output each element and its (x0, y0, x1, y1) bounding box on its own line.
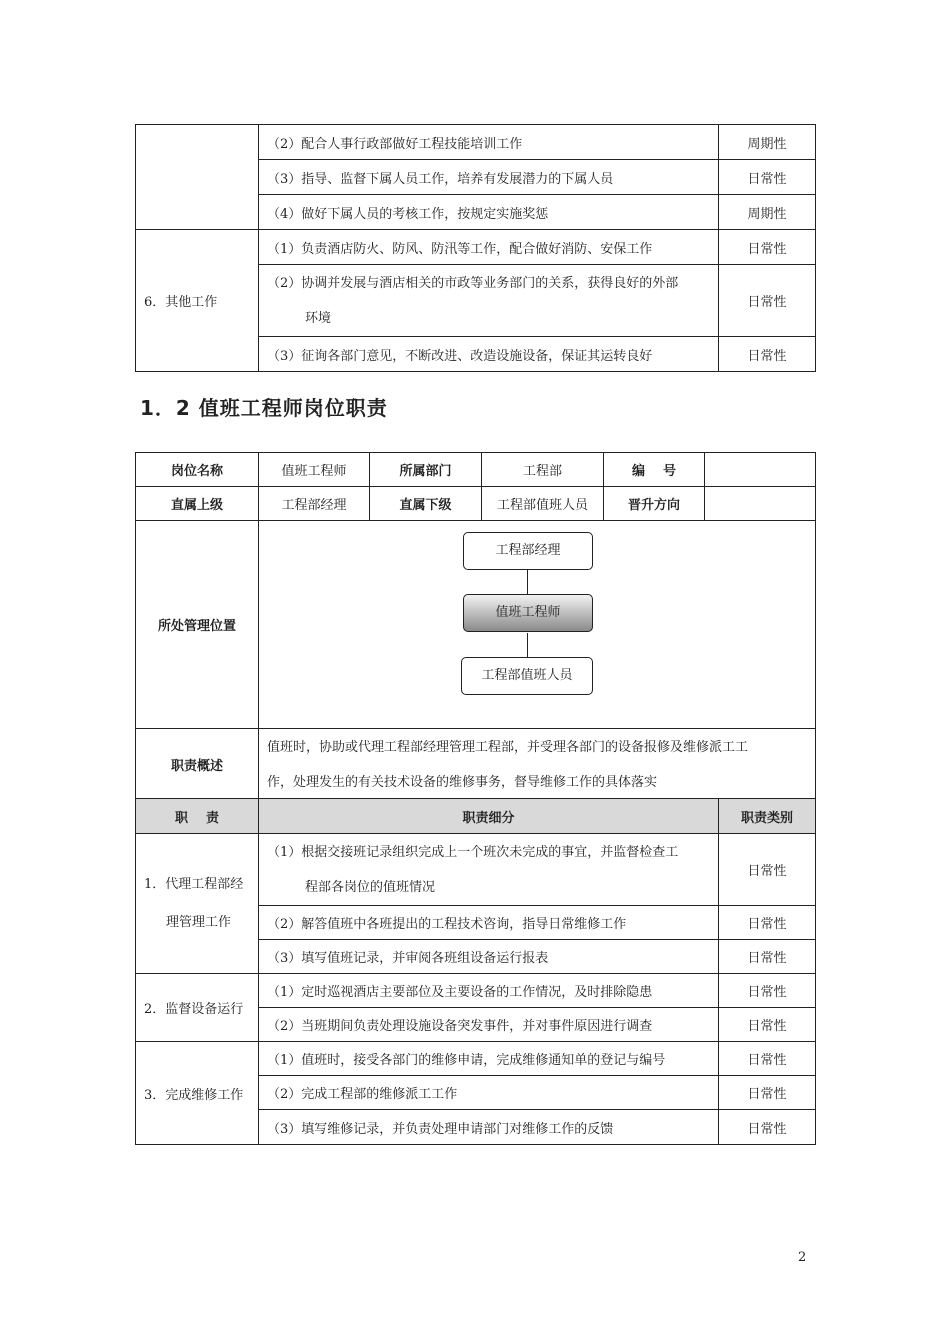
duty-type: 日常性 (719, 940, 816, 974)
section-title: 1．2 值班工程师岗位职责 (140, 396, 388, 420)
detail-line: （1）根据交接班记录组织完成上一个班次未完成的事宜，并监督检查工 (267, 844, 679, 860)
group6-label: 6．其他工作 (136, 230, 259, 372)
promotion-label: 晋升方向 (604, 487, 705, 521)
duty-1 (136, 834, 259, 974)
superior-label: 直属上级 (136, 487, 259, 521)
duty-detail: （2）完成工程部的维修派工工作 (259, 1076, 719, 1110)
code-value (705, 453, 816, 487)
prev-type: 日常性 (719, 160, 816, 195)
group6-type: 日常性 (719, 230, 816, 265)
duty-type: 日常性 (719, 1042, 816, 1076)
subordinate-label: 直属下级 (370, 487, 482, 521)
group6-detail: （1）负责酒店防火、防风、防汛等工作，配合做好消防、安保工作 (259, 230, 719, 265)
duty-detail (259, 834, 719, 906)
org-node-current: 值班工程师 (463, 594, 593, 632)
duties-table (135, 798, 816, 1145)
org-connector (527, 633, 528, 657)
prev-type: 周期性 (719, 195, 816, 230)
org-node-staff: 工程部值班人员 (461, 657, 593, 695)
prev-detail: （4）做好下属人员的考核工作，按规定实施奖惩 (259, 195, 719, 230)
job-name-value: 值班工程师 (259, 453, 370, 487)
superior-value: 工程部经理 (259, 487, 370, 521)
duty-detail: （3）填写维修记录，并负责处理申请部门对维修工作的反馈 (259, 1110, 719, 1145)
group6-detail: （3）征询各部门意见，不断改进、改造设施设备，保证其运转良好 (259, 337, 719, 372)
prev-detail: （3）指导、监督下属人员工作，培养有发展潜力的下属人员 (259, 160, 719, 195)
subordinate-value: 工程部值班人员 (482, 487, 604, 521)
org-chart (259, 522, 815, 728)
promotion-value (705, 487, 816, 521)
summary-line: 值班时，协助或代理工程部经理管理工程部，并受理各部门的设备报修及维修派工工 (267, 739, 749, 755)
summary-text (259, 729, 816, 801)
job-name-label: 岗位名称 (136, 453, 259, 487)
job-table (135, 452, 816, 801)
group6-type: 日常性 (719, 337, 816, 372)
org-node-manager: 工程部经理 (463, 532, 593, 570)
duty-2: 2．监督设备运行 (136, 974, 259, 1042)
code-label: 编 号 (604, 453, 705, 487)
summary-line: 作，处理发生的有关技术设备的维修事务，督导维修工作的具体落实 (267, 774, 658, 790)
detail-line: 环境 (305, 310, 332, 326)
duty-detail: （3）填写值班记录，并审阅各班组设备运行报表 (259, 940, 719, 974)
dept-value: 工程部 (482, 453, 604, 487)
group6-detail-multiline (259, 265, 719, 337)
org-chart-cell (259, 521, 816, 729)
org-connector (527, 570, 528, 594)
prev-detail: （2）配合人事行政部做好工程技能培训工作 (259, 125, 719, 160)
page-number: 2 (798, 1250, 807, 1265)
duty-type: 日常性 (719, 906, 816, 940)
duty-3: 3．完成维修工作 (136, 1042, 259, 1145)
header-detail: 职责细分 (259, 799, 719, 834)
duty-detail: （2）当班期间负责处理设施设备突发事件，并对事件原因进行调查 (259, 1008, 719, 1042)
dept-label: 所属部门 (370, 453, 482, 487)
summary-label: 职责概述 (136, 729, 259, 801)
duty-detail: （1）定时巡视酒店主要部位及主要设备的工作情况，及时排除隐患 (259, 974, 719, 1008)
position-label: 所处管理位置 (136, 521, 259, 729)
detail-line: （2）协调并发展与酒店相关的市政等业务部门的关系，获得良好的外部 (267, 275, 679, 291)
prev-duties-table (135, 124, 816, 372)
duty-line: 1．代理工程部经 (144, 876, 244, 892)
group6-type: 日常性 (719, 265, 816, 337)
detail-line: 程部各岗位的值班情况 (305, 879, 436, 895)
duty-detail: （1）值班时，接受各部门的维修申请，完成维修通知单的登记与编号 (259, 1042, 719, 1076)
duty-type: 日常性 (719, 834, 816, 906)
duty-line: 理管理工作 (166, 914, 232, 930)
duty-type: 日常性 (719, 1076, 816, 1110)
duty-detail: （2）解答值班中各班提出的工程技术咨询，指导日常维修工作 (259, 906, 719, 940)
prev-group-cell (136, 125, 259, 230)
prev-type: 周期性 (719, 125, 816, 160)
duty-type: 日常性 (719, 1008, 816, 1042)
header-type: 职责类别 (719, 799, 816, 834)
duty-type: 日常性 (719, 1110, 816, 1145)
header-duty: 职 责 (136, 799, 259, 834)
duty-type: 日常性 (719, 974, 816, 1008)
